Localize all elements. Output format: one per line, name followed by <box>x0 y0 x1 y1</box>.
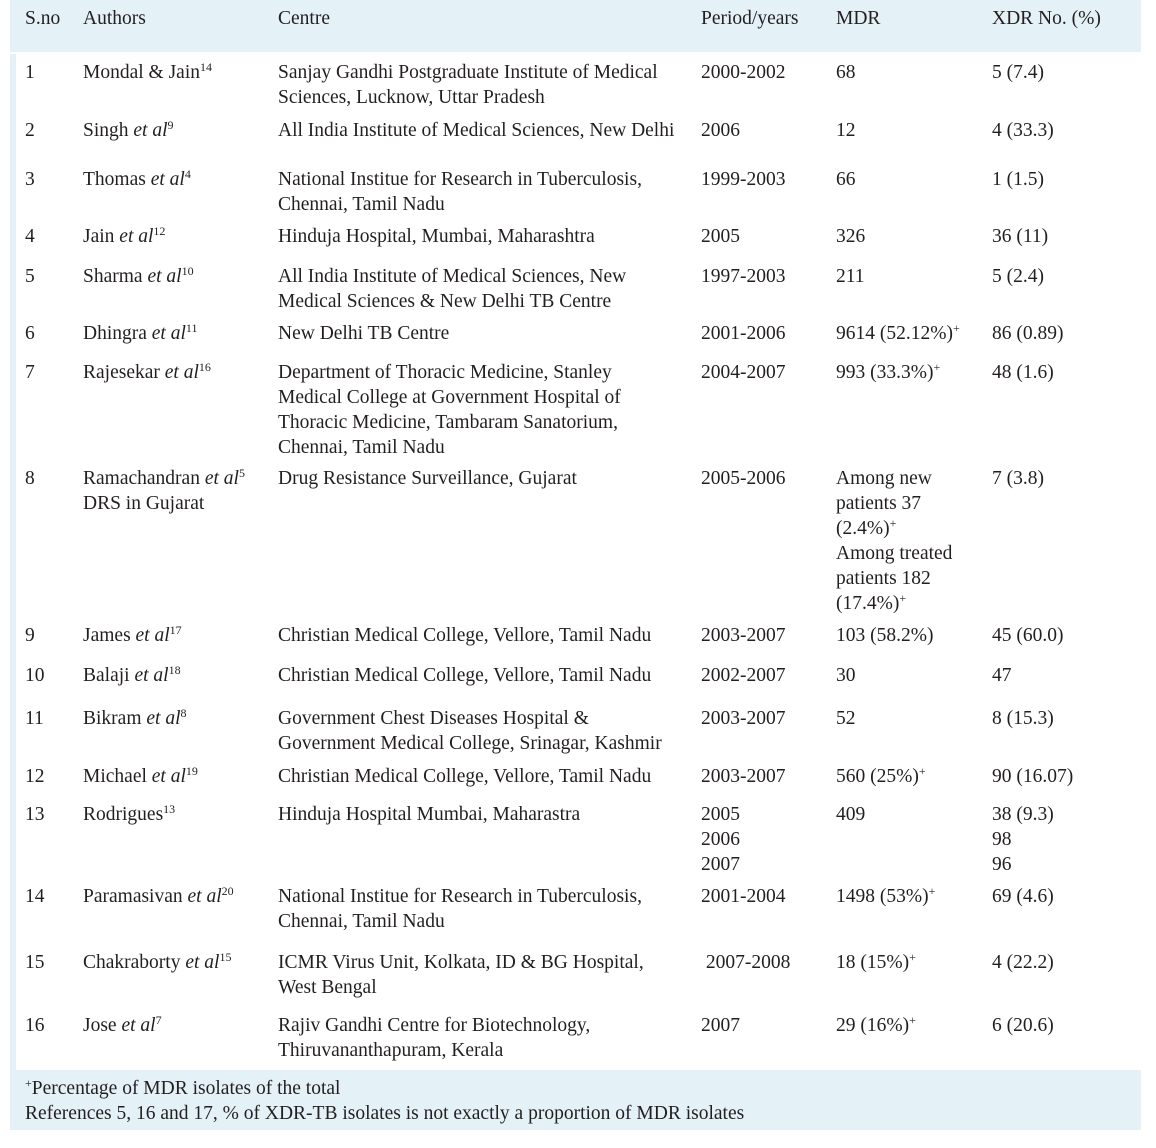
xdr-line: 45 (60.0) <box>992 625 1064 646</box>
author-name: Michael <box>83 766 152 787</box>
xdr-line: 98 <box>992 829 1012 850</box>
mdr-line <box>836 60 856 85</box>
cell-author <box>83 118 174 143</box>
cell-mdr <box>836 360 940 385</box>
author-name: Jose <box>83 1015 122 1036</box>
centre-line: Christian Medical College, Vellore, Tamil Nadu <box>278 766 652 787</box>
cell-sno: 4 <box>25 226 35 247</box>
author-line <box>83 118 174 143</box>
mdr-percent-marker: + <box>909 950 916 964</box>
cell-sno: 3 <box>25 169 35 190</box>
centre-line: National Institue for Research in Tuberculosis, <box>278 886 642 907</box>
footnote-1 <box>25 1076 340 1101</box>
header-mdr: MDR <box>836 8 881 29</box>
period-line: 2002-2007 <box>701 665 786 686</box>
table-body <box>16 54 1141 1070</box>
cell-sno: 5 <box>25 266 35 287</box>
author-line-2: DRS in Gujarat <box>83 493 205 514</box>
cell-author <box>83 764 198 789</box>
mdr-value: patients 37 <box>836 493 922 514</box>
author-line <box>83 167 191 192</box>
xdr-line: 1 (1.5) <box>992 169 1044 190</box>
author-name: Thomas <box>83 169 151 190</box>
cell-period <box>701 1013 740 1038</box>
period-line: 2003-2007 <box>701 625 786 646</box>
period-line: 2003-2007 <box>701 708 786 729</box>
author-et-al: et al <box>204 468 239 489</box>
cell-author <box>83 802 175 827</box>
footnote-marker: + <box>25 1076 32 1090</box>
xdr-line: 96 <box>992 854 1012 875</box>
author-line <box>83 224 165 249</box>
mdr-line <box>836 541 952 566</box>
mdr-line <box>836 591 952 616</box>
period-line: 2001-2004 <box>701 886 786 907</box>
cell-mdr <box>836 118 856 143</box>
mdr-percent-marker: + <box>889 516 897 530</box>
cell-centre <box>278 706 662 756</box>
cell-period <box>701 764 786 789</box>
period-line: 2005 <box>701 226 740 247</box>
centre-line: Medical College at Government Hospital of <box>278 387 621 408</box>
footnote-2: References 5, 16 and 17, % of XDR-TB isolates is not exactly a proportion of MDR isolates <box>25 1103 745 1124</box>
mdr-value: 211 <box>836 266 865 287</box>
mdr-percent-marker: + <box>909 1013 916 1027</box>
reference-number: 18 <box>168 663 181 677</box>
mdr-value: (2.4%) <box>836 518 890 539</box>
mdr-value: 18 (15%) <box>836 952 910 973</box>
mdr-value: 1498 (53%) <box>836 886 929 907</box>
cell-xdr <box>992 224 1048 249</box>
mdr-value: Among new <box>836 468 932 489</box>
centre-line: Hinduja Hospital Mumbai, Maharastra <box>278 804 581 825</box>
mdr-value: 68 <box>836 62 856 83</box>
reference-number: 20 <box>221 884 234 898</box>
author-name: Rodrigues <box>83 804 164 825</box>
mdr-value: 30 <box>836 665 856 686</box>
cell-xdr <box>992 466 1044 491</box>
author-line <box>83 884 234 909</box>
cell-sno: 7 <box>25 362 35 383</box>
period-line: 2007 <box>701 1015 740 1036</box>
cell-mdr <box>836 466 952 616</box>
cell-xdr <box>992 118 1054 143</box>
cell-centre <box>278 60 658 110</box>
cell-period <box>701 706 786 731</box>
cell-mdr <box>836 802 865 827</box>
centre-line: Drug Resistance Surveillance, Gujarat <box>278 468 577 489</box>
xdr-line: 6 (20.6) <box>992 1015 1054 1036</box>
period-line: 2001-2006 <box>701 323 786 344</box>
xdr-line: 4 (33.3) <box>992 120 1054 141</box>
centre-line: Chennai, Tamil Nadu <box>278 437 445 458</box>
xdr-line: 48 (1.6) <box>992 362 1054 383</box>
centre-line: Rajiv Gandhi Centre for Biotechnology, <box>278 1015 591 1036</box>
author-et-al: et al <box>185 952 220 973</box>
cell-xdr <box>992 1013 1054 1038</box>
reference-number: 11 <box>185 321 198 335</box>
cell-centre <box>278 118 674 143</box>
cell-period <box>701 60 786 85</box>
xdr-line: 69 (4.6) <box>992 886 1054 907</box>
author-line <box>83 764 198 789</box>
reference-number: 7 <box>155 1013 162 1027</box>
reference-number: 19 <box>185 764 198 778</box>
header-centre: Centre <box>278 8 330 29</box>
cell-author <box>83 1013 162 1038</box>
centre-line: Department of Thoracic Medicine, Stanley <box>278 362 612 383</box>
mdr-value: 9614 (52.12%) <box>836 323 953 344</box>
centre-line: Government Chest Diseases Hospital & <box>278 708 589 729</box>
author-name: Singh <box>83 120 134 141</box>
cell-xdr <box>992 360 1054 385</box>
cell-author <box>83 466 245 516</box>
mdr-line <box>836 764 926 789</box>
author-line <box>83 466 245 491</box>
centre-line: Christian Medical College, Vellore, Tamil Nadu <box>278 625 652 646</box>
cell-author <box>83 663 181 688</box>
cell-sno: 15 <box>25 952 45 973</box>
mdr-percent-marker: + <box>928 884 936 898</box>
cell-sno: 14 <box>25 886 45 907</box>
centre-line: Sanjay Gandhi Postgraduate Institute of Medical <box>278 62 658 83</box>
mdr-line <box>836 566 952 591</box>
author-et-al: et al <box>150 169 185 190</box>
author-et-al: et al <box>147 266 182 287</box>
author-name: Chakraborty <box>83 952 186 973</box>
author-line <box>83 264 194 289</box>
mdr-value: 66 <box>836 169 856 190</box>
cell-sno: 2 <box>25 120 35 141</box>
xdr-line: 5 (2.4) <box>992 266 1044 287</box>
centre-line: Christian Medical College, Vellore, Tamil Nadu <box>278 665 652 686</box>
mdr-line <box>836 663 856 688</box>
author-et-al: et al <box>121 1015 156 1036</box>
centre-line: Sciences, Lucknow, Uttar Pradesh <box>278 87 545 108</box>
xdr-line: 7 (3.8) <box>992 468 1044 489</box>
cell-sno: 10 <box>25 665 45 686</box>
centre-line: Hinduja Hospital, Mumbai, Maharashtra <box>278 226 595 247</box>
cell-xdr <box>992 167 1044 192</box>
period-line: 2007-2008 <box>701 952 791 973</box>
period-line: 1999-2003 <box>701 169 786 190</box>
cell-mdr <box>836 224 865 249</box>
xdr-line: 90 (16.07) <box>992 766 1074 787</box>
cell-author <box>83 623 182 648</box>
period-line: 2003-2007 <box>701 766 786 787</box>
cell-period <box>701 884 786 909</box>
cell-sno: 1 <box>25 62 35 83</box>
centre-line: ICMR Virus Unit, Kolkata, ID & BG Hospital, <box>278 952 644 973</box>
cell-xdr <box>992 706 1054 731</box>
mdr-percent-marker: + <box>899 591 907 605</box>
period-line: 2007 <box>701 854 740 875</box>
cell-sno: 13 <box>25 804 45 825</box>
centre-line: Chennai, Tamil Nadu <box>278 911 445 932</box>
cell-sno: 16 <box>25 1015 45 1036</box>
centre-line: Thoracic Medicine, Tambaram Sanatorium, <box>278 412 618 433</box>
cell-centre <box>278 360 621 460</box>
cell-centre <box>278 1013 590 1063</box>
reference-number: 9 <box>167 118 174 132</box>
period-line: 2006 <box>701 120 740 141</box>
centre-line: All India Institute of Medical Sciences, New Delhi <box>278 120 675 141</box>
footnote-1-text: Percentage of MDR isolates of the total <box>31 1078 341 1099</box>
centre-line: Chennai, Tamil Nadu <box>278 194 445 215</box>
xdr-line: 4 (22.2) <box>992 952 1054 973</box>
xdr-line: 36 (11) <box>992 226 1049 247</box>
mdr-line <box>836 466 952 491</box>
period-line: 2000-2002 <box>701 62 786 83</box>
period-line: 1997-2003 <box>701 266 786 287</box>
author-line <box>83 623 182 648</box>
mdr-line <box>836 623 933 648</box>
cell-xdr <box>992 950 1054 975</box>
reference-number: 10 <box>181 264 194 278</box>
period-line: 2005-2006 <box>701 468 786 489</box>
cell-author <box>83 950 231 975</box>
cell-sno: 6 <box>25 323 35 344</box>
cell-period <box>701 623 786 648</box>
cell-xdr <box>992 764 1073 789</box>
cell-sno: 11 <box>25 708 44 729</box>
reference-number: 12 <box>153 224 166 238</box>
header-period: Period/years <box>701 8 799 29</box>
cell-author <box>83 706 187 731</box>
reference-number: 16 <box>198 360 211 374</box>
xdr-line: 8 (15.3) <box>992 708 1054 729</box>
author-name: Paramasivan <box>83 886 188 907</box>
cell-author <box>83 167 191 192</box>
mdr-value: 993 (33.3%) <box>836 362 934 383</box>
reference-number: 5 <box>238 466 245 480</box>
table-header-row <box>10 0 1141 54</box>
xdr-line: 38 (9.3) <box>992 804 1054 825</box>
cell-period <box>701 466 786 491</box>
author-name: Ramachandran <box>83 468 205 489</box>
cell-centre <box>278 802 580 827</box>
author-et-al: et al <box>164 362 199 383</box>
cell-mdr <box>836 950 916 975</box>
author-et-al: et al <box>146 708 181 729</box>
centre-line: Medical Sciences & New Delhi TB Centre <box>278 291 612 312</box>
mdr-line <box>836 360 940 385</box>
mdr-line <box>836 118 856 143</box>
header-xdr: XDR No. (%) <box>992 8 1101 29</box>
cell-mdr <box>836 764 926 789</box>
author-line <box>83 321 197 346</box>
cell-author <box>83 264 194 289</box>
mdr-line <box>836 802 865 827</box>
mdr-line <box>836 950 916 975</box>
cell-period <box>701 167 786 192</box>
cell-sno: 8 <box>25 468 35 489</box>
data-table <box>10 0 1141 1130</box>
author-name: Rajesekar <box>83 362 165 383</box>
cell-mdr <box>836 706 856 731</box>
centre-line: West Bengal <box>278 977 377 998</box>
author-et-al: et al <box>135 625 170 646</box>
cell-xdr <box>992 623 1064 648</box>
cell-period <box>701 118 740 143</box>
cell-sno: 12 <box>25 766 45 787</box>
mdr-value: Among treated <box>836 543 953 564</box>
period-line: 2004-2007 <box>701 362 786 383</box>
cell-xdr <box>992 884 1054 909</box>
mdr-percent-marker: + <box>933 360 941 374</box>
mdr-value: 12 <box>836 120 856 141</box>
mdr-value: patients 182 <box>836 568 931 589</box>
mdr-percent-marker: + <box>952 321 960 335</box>
cell-period <box>701 950 790 975</box>
cell-mdr <box>836 663 856 688</box>
author-line <box>83 360 211 385</box>
reference-number: 17 <box>169 623 182 637</box>
mdr-line <box>836 1013 916 1038</box>
author-et-al: et al <box>134 665 169 686</box>
centre-line: Government Medical College, Srinagar, Kashmir <box>278 733 662 754</box>
author-name: Jain <box>83 226 120 247</box>
cell-centre <box>278 623 651 648</box>
cell-centre <box>278 950 644 1000</box>
cell-centre <box>278 224 595 249</box>
reference-number: 15 <box>219 950 232 964</box>
reference-number: 4 <box>184 167 191 181</box>
cell-period <box>701 321 786 346</box>
mdr-line <box>836 491 952 516</box>
cell-centre <box>278 663 651 688</box>
author-line <box>83 802 175 827</box>
reference-number: 8 <box>180 706 187 720</box>
mdr-percent-marker: + <box>918 764 926 778</box>
mdr-line <box>836 167 856 192</box>
mdr-value: 409 <box>836 804 866 825</box>
cell-period <box>701 663 786 688</box>
centre-line: Thiruvananthapuram, Kerala <box>278 1040 504 1061</box>
author-et-al: et al <box>187 886 222 907</box>
author-name: Bikram <box>83 708 147 729</box>
reference-number: 13 <box>163 802 176 816</box>
mdr-value: 29 (16%) <box>836 1015 910 1036</box>
cell-period <box>701 802 740 877</box>
cell-period <box>701 264 786 289</box>
mdr-value: 560 (25%) <box>836 766 919 787</box>
author-line <box>83 663 181 688</box>
author-name: Sharma <box>83 266 148 287</box>
author-et-al: et al <box>133 120 168 141</box>
cell-xdr <box>992 60 1044 85</box>
cell-author <box>83 224 165 249</box>
cell-centre <box>278 321 449 346</box>
cell-mdr <box>836 1013 916 1038</box>
cell-period <box>701 360 786 385</box>
cell-mdr <box>836 623 933 648</box>
cell-mdr <box>836 60 856 85</box>
footnotes <box>10 1070 1141 1130</box>
author-line <box>83 1013 162 1038</box>
reference-number: 14 <box>200 60 212 74</box>
mdr-line <box>836 884 935 909</box>
mdr-value: (17.4%) <box>836 593 900 614</box>
centre-line: National Institue for Research in Tuberculosis, <box>278 169 642 190</box>
mdr-line <box>836 264 865 289</box>
mdr-line <box>836 706 856 731</box>
cell-centre <box>278 167 642 217</box>
cell-centre <box>278 764 651 789</box>
cell-author <box>83 884 234 909</box>
period-line: 2006 <box>701 829 740 850</box>
author-et-al: et al <box>151 323 186 344</box>
mdr-line <box>836 321 960 346</box>
cell-centre <box>278 264 626 314</box>
cell-xdr <box>992 321 1064 346</box>
cell-centre <box>278 466 577 491</box>
cell-mdr <box>836 321 960 346</box>
xdr-line: 47 <box>992 665 1012 686</box>
centre-line: New Delhi TB Centre <box>278 323 450 344</box>
author-name: Balaji <box>83 665 135 686</box>
cell-mdr <box>836 884 935 909</box>
cell-author <box>83 360 211 385</box>
cell-author <box>83 60 212 85</box>
header-sno: S.no <box>25 8 61 29</box>
author-line <box>83 950 231 975</box>
cell-author <box>83 321 197 346</box>
author-et-al: et al <box>119 226 154 247</box>
cell-xdr <box>992 802 1054 877</box>
author-line <box>83 706 187 731</box>
xdr-line: 86 (0.89) <box>992 323 1064 344</box>
header-authors: Authors <box>83 8 146 29</box>
cell-xdr <box>992 663 1012 688</box>
cell-period <box>701 224 740 249</box>
cell-centre <box>278 884 642 934</box>
xdr-line: 5 (7.4) <box>992 62 1044 83</box>
cell-xdr <box>992 264 1044 289</box>
mdr-value: 103 (58.2%) <box>836 625 934 646</box>
mdr-value: 52 <box>836 708 856 729</box>
centre-line: All India Institute of Medical Sciences, New <box>278 266 627 287</box>
mdr-value: 326 <box>836 226 866 247</box>
author-line <box>83 60 212 85</box>
mdr-line <box>836 224 865 249</box>
cell-mdr <box>836 167 856 192</box>
cell-sno: 9 <box>25 625 35 646</box>
cell-mdr <box>836 264 865 289</box>
author-et-al: et al <box>151 766 186 787</box>
author-name: James <box>83 625 136 646</box>
period-line: 2005 <box>701 804 740 825</box>
author-name: Mondal & Jain <box>83 62 200 83</box>
author-name: Dhingra <box>83 323 152 344</box>
mdr-line <box>836 516 952 541</box>
